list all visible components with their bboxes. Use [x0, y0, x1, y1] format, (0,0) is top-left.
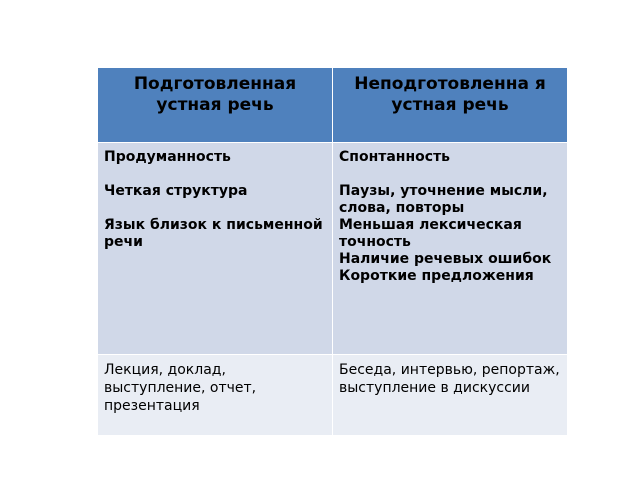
examples-row — [98, 355, 568, 436]
features-row — [98, 143, 568, 355]
header-prepared-cell — [98, 68, 333, 143]
features-prepared-cell — [98, 143, 333, 355]
features-unprepared-cell — [333, 143, 568, 355]
examples-prepared: Лекция, доклад, выступление, отчет, презентация — [104, 362, 257, 414]
feature-unprepared-5: Короткие предложения — [339, 268, 534, 284]
examples-prepared-cell — [98, 355, 333, 436]
examples-unprepared-cell — [333, 355, 568, 436]
header-row — [98, 68, 568, 143]
feature-unprepared-2: Паузы, уточнение мысли, слова, повторы — [339, 183, 548, 216]
header-unprepared-cell — [333, 68, 568, 143]
feature-unprepared-1: Спонтанность — [339, 149, 451, 165]
feature-unprepared-3: Меньшая лексическая точность — [339, 217, 522, 250]
feature-prepared-3: Язык близок к письменной речи — [104, 217, 323, 250]
comparison-table — [97, 67, 568, 436]
feature-prepared-1: Продуманность — [104, 149, 231, 165]
examples-unprepared: Беседа, интервью, репортаж, выступление в дискуссии — [339, 362, 560, 396]
feature-prepared-2: Четкая структура — [104, 183, 248, 199]
header-unprepared: Неподготовленна я устная речь — [354, 74, 546, 115]
feature-unprepared-4: Наличие речевых ошибок — [339, 251, 552, 267]
header-prepared: Подготовленная устная речь — [133, 74, 297, 115]
